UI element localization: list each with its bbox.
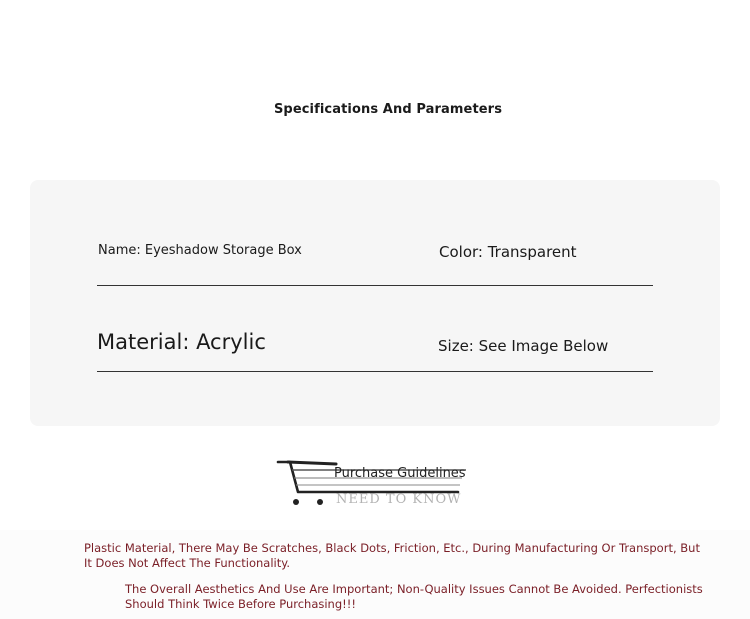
purchase-guidelines-banner bbox=[276, 456, 476, 510]
need-to-know-text: NEED TO KNOW bbox=[336, 492, 462, 507]
spec-name: Name: Eyeshadow Storage Box bbox=[98, 243, 302, 258]
spec-material: Material: Acrylic bbox=[97, 330, 266, 354]
purchase-guidelines-label: Purchase Guidelines bbox=[334, 466, 466, 481]
note-text: Plastic Material, There May Be Scratches, Black Dots, Friction, Etc., During Manufacturing Or Transport, But It Does Not Affect The Functionality. bbox=[84, 541, 700, 570]
spec-card bbox=[30, 180, 720, 426]
section-heading: Specifications And Parameters bbox=[273, 102, 503, 117]
divider bbox=[97, 371, 653, 372]
spec-size: Size: See Image Below bbox=[438, 337, 609, 355]
divider bbox=[97, 285, 653, 286]
note-text: The Overall Aesthetics And Use Are Important; Non-Quality Issues Cannot Be Avoided. Perfectionists Should Think Twice Before Purchasing!!! bbox=[125, 582, 703, 611]
spec-color: Color: Transparent bbox=[439, 243, 577, 261]
